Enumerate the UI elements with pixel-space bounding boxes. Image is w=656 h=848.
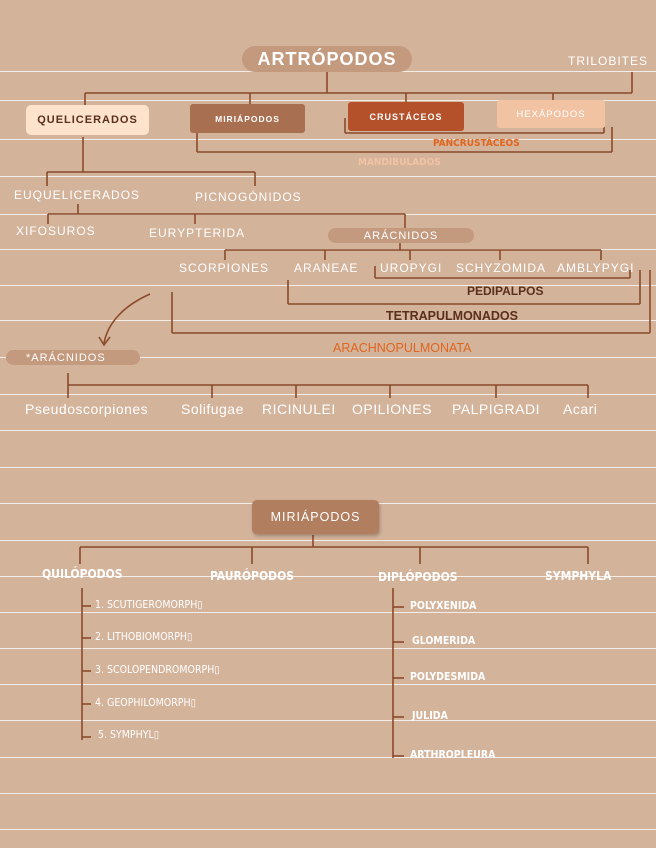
quilopodos-item-2: 2. LITHOBIOMORPH▯	[95, 631, 193, 643]
node-hexapodos	[497, 100, 605, 128]
label-mandibulados: MANDIBULADOS	[358, 157, 441, 168]
quelicerados-label: QUELICERADOS	[37, 114, 138, 126]
class-symphyla: SYMPHYLA	[545, 569, 612, 583]
diplopodos-item-5: ARTHROPLEURA	[410, 749, 496, 761]
class-diplopodos: DIPLÓPODOS	[378, 570, 458, 584]
diplopodos-item-1: POLYXENIDA	[410, 600, 477, 612]
aracnidos-2-label: *ARÁCNIDOS	[26, 351, 106, 364]
node-xifosuros: XIFOSUROS	[16, 224, 96, 238]
aracnidos-label: ARÁCNIDOS	[363, 229, 439, 242]
node-aracnidos	[328, 228, 474, 243]
root-node-artropodos	[242, 46, 412, 72]
diplopodos-item-4: JULIDA	[412, 710, 448, 722]
node-eurypterida: EURYPTERIDA	[149, 226, 246, 240]
crustaceos-label: CRUSTÁCEOS	[369, 111, 443, 122]
root-label: ARTRÓPODOS	[257, 48, 397, 69]
label-pancrustaceos: PANCRUSTÁCEOS	[433, 138, 520, 149]
node-miriapodos-top	[190, 104, 305, 133]
node-aracnidos-2	[6, 350, 140, 365]
node-crustaceos	[348, 102, 464, 131]
order-ricinulei: RICINULEI	[262, 401, 336, 417]
quilopodos-item-5: 5. SYMPHYL▯	[98, 729, 159, 741]
miriapodos-label: MIRIÁPODOS	[270, 510, 361, 524]
order-palpigradi: PALPIGRADI	[452, 401, 540, 417]
hexapodos-label: HEXÁPODOS	[516, 108, 586, 120]
node-picnogonidos: PICNOGÓNIDOS	[195, 190, 302, 204]
diplopodos-item-2: GLOMERIDA	[412, 635, 476, 647]
quilopodos-item-4: 4. GEOPHILOMORPH▯	[95, 697, 196, 709]
label-pedipalpos: PEDIPALPOS	[467, 284, 544, 298]
order-araneae: ARANEAE	[294, 261, 359, 275]
node-trilobites: TRILOBITES	[568, 54, 649, 68]
quilopodos-item-3: 3. SCOLOPENDROMORPH▯	[95, 664, 220, 676]
diplopodos-item-3: POLYDESMIDA	[410, 671, 486, 683]
label-tetrapulmonados: TETRAPULMONADOS	[386, 309, 518, 323]
order-scorpiones: SCORPIONES	[179, 261, 270, 275]
class-pauropodos: PAURÓPODOS	[210, 569, 295, 583]
order-pseudoscorpiones: Pseudoscorpiones	[25, 401, 149, 417]
order-acari: Acari	[563, 401, 598, 417]
order-amblypygi: AMBLYPYGI	[557, 261, 635, 275]
order-uropygi: UROPYGI	[380, 261, 443, 275]
miriapodos-top-label: MIRIÁPODOS	[215, 113, 280, 124]
order-schyzomida: SCHYZOMIDA	[456, 261, 547, 275]
label-arachnopulmonata: ARACHNOPULMONATA	[333, 341, 472, 355]
class-quilopodos: QUILÓPODOS	[42, 567, 123, 581]
node-quelicerados	[26, 105, 149, 135]
order-opiliones: OPILIONES	[352, 401, 432, 417]
quilopodos-item-1: 1. SCUTIGEROMORPH▯	[95, 599, 203, 611]
node-euquelicerados: EUQUELICERADOS	[14, 188, 141, 202]
node-miriapodos	[252, 500, 379, 534]
order-solifugae: Solifugae	[181, 401, 244, 417]
